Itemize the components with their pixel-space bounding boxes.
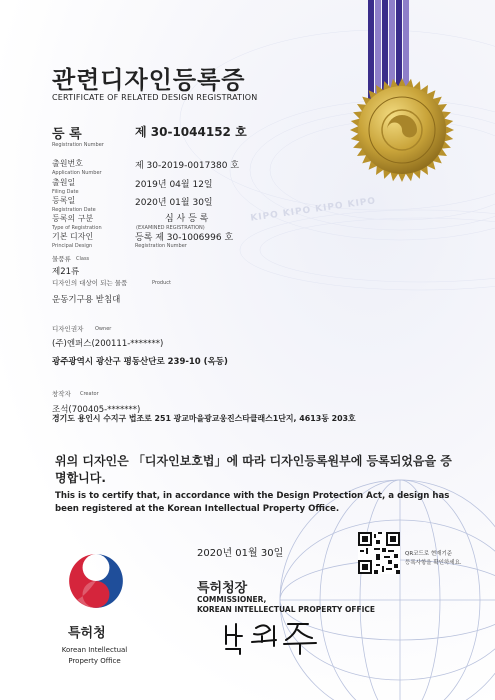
certificate-title: 관련디자인등록증 xyxy=(52,66,246,94)
office-name-en xyxy=(52,645,137,667)
registration-date-label: 등록일 xyxy=(52,196,76,205)
registration-date-label-en: Registration Date xyxy=(52,207,96,213)
registration-type-en: (EXAMINED REGISTRATION) xyxy=(136,225,205,231)
class-label: 물품류 xyxy=(52,255,71,263)
principal-design-number-en: Registration Number xyxy=(135,243,187,249)
certificate-title-en: CERTIFICATE OF RELATED DESIGN REGISTRATION xyxy=(52,93,258,102)
principal-design-number: 등록 제 30-1006996 호 xyxy=(135,233,234,243)
issue-date: 2020년 01월 30일 xyxy=(197,548,284,559)
filing-date-label: 출원일 xyxy=(52,178,76,187)
registration-type-label-en: Type of Registration xyxy=(52,225,102,231)
registration-date: 2020년 01월 30일 xyxy=(135,198,213,208)
creator-address: 경기도 용인시 수지구 법조로 251 광교마을광교웅진스타클래스1단지, 4613동 203호 xyxy=(52,414,356,423)
creator-name: 조석(700405-*******) xyxy=(52,405,141,415)
certification-statement-en: This is to certify that, in accordance with the Design Protection Act, a design has been registered at the Korean Intellectual Property Office. xyxy=(55,491,450,514)
certification-statement-ko: 위의 디자인은 「디자인보호법」에 따라 디자인등록원부에 등록되었음을 증명합니다. xyxy=(55,454,452,485)
owner-address: 광주광역시 광산구 평동산단로 239-10 (옥동) xyxy=(52,357,228,367)
commissioner-title-en-line2: KOREAN INTELLECTUAL PROPERTY OFFICE xyxy=(197,605,376,614)
registration-type-label: 등록의 구분 xyxy=(52,214,94,223)
registration-number: 제 30-1044152 호 xyxy=(135,125,247,139)
application-label: 출원번호 xyxy=(52,159,83,168)
qr-instruction xyxy=(405,550,462,568)
owner-label: 디자인권자 xyxy=(52,325,84,333)
class-label-en: Class xyxy=(76,256,90,262)
product-label: 디자인의 대상이 되는 물품 xyxy=(52,279,128,287)
office-name-en-line2: Property Office xyxy=(68,657,121,665)
signature xyxy=(218,616,328,656)
owner-name: (주)엔퍼스(200111-*******) xyxy=(52,339,164,349)
qr-instruction-line2: 등록사항을 확인하세요. xyxy=(405,560,462,566)
application-number: 제 30-2019-0017380 호 xyxy=(135,161,240,171)
registration-label: 등 록 xyxy=(52,127,82,142)
qr-instruction-line1: QR코드로 현재기준 xyxy=(405,551,453,557)
registration-label-en: Registration Number xyxy=(52,142,104,148)
gold-seal-icon xyxy=(347,75,457,185)
commissioner-title-en xyxy=(197,595,375,615)
kipo-watermark: KIPO KIPO KIPO KIPO xyxy=(249,196,377,224)
principal-design-label: 기본 디자인 xyxy=(52,232,94,241)
product-value: 운동기구용 받침대 xyxy=(52,295,121,305)
application-label-en: Application Number xyxy=(52,170,102,176)
registration-type: 심 사 등 록 xyxy=(165,214,209,224)
principal-design-label-en: Principal Design xyxy=(52,243,93,249)
commissioner-title-en-line1: COMMISSIONER, xyxy=(197,595,267,604)
office-name: 특허청 xyxy=(68,626,106,641)
creator-label-en: Creator xyxy=(80,391,99,397)
filing-date: 2019년 04월 12일 xyxy=(135,180,213,190)
commissioner-title: 특허청장 xyxy=(197,581,248,596)
product-label-en: Product xyxy=(152,280,171,286)
office-name-en-line1: Korean Intellectual xyxy=(61,646,128,654)
filing-date-label-en: Filing Date xyxy=(52,189,79,195)
kipo-logo-icon xyxy=(65,550,127,612)
qr-code-icon[interactable] xyxy=(358,532,400,574)
class-value: 제21류 xyxy=(52,267,80,277)
creator-label: 창작자 xyxy=(52,390,71,398)
owner-label-en: Owner xyxy=(95,326,112,332)
